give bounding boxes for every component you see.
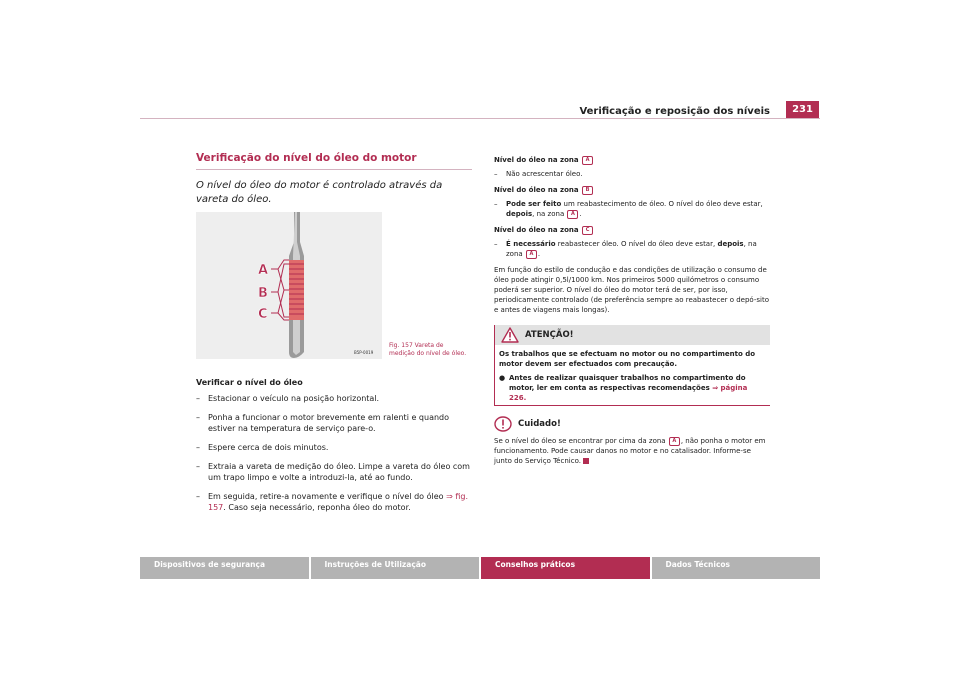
procedure-title: Verificar o nível do óleo — [196, 378, 303, 387]
zone-c-heading: Nível do óleo na zona C — [494, 225, 770, 235]
figure-code: B5P-0019 — [354, 350, 374, 355]
warning-title: ATENÇÃO! — [525, 330, 574, 340]
header-divider — [140, 118, 820, 119]
page-number: 231 — [786, 101, 819, 119]
caution-text: Se o nível do óleo se encontrar por cima da zona A , não ponha o motor em funcionamento. Pode causar danos no motor e no catalisador. Informe-se junto do Serviço Técnico. — [494, 437, 766, 465]
section-heading: Verificação do nível do óleo do motor — [196, 152, 472, 170]
caution-exclamation-icon — [494, 416, 512, 432]
procedure-step: – Espere cerca de dois minutos. — [196, 443, 329, 452]
right-column — [494, 155, 770, 466]
zone-c-text: – É necessário reabastecer óleo. O nível do óleo deve estar, depois, na zona A . — [494, 240, 757, 258]
end-of-section-icon — [583, 458, 589, 464]
warning-bullet: ● Antes de realizar quaisquer trabalhos no compartimento do motor, ler em conta as respectivas recomendações ⇒ página 226. — [499, 374, 748, 402]
zone-a-text: – Não acrescentar óleo. — [494, 170, 583, 178]
header-title: Verificação e reposição dos níveis — [579, 106, 770, 117]
page-link[interactable]: ⇒ página 226. — [509, 384, 748, 402]
caution-header — [494, 416, 770, 432]
zone-b-text: – Pode ser feito um reabastecimento de óleo. O nível do óleo deve estar, depois, na zona A . — [494, 200, 763, 218]
procedure-step: – Estacionar o veículo na posição horizontal. — [196, 394, 380, 403]
zone-label-a: A — [258, 263, 269, 278]
bullet-icon: ● — [499, 374, 506, 382]
zone-a-heading: Nível do óleo na zona A — [494, 155, 770, 165]
footer-nav — [140, 557, 820, 579]
hatched-zone — [289, 260, 304, 320]
procedure — [196, 377, 474, 521]
tab-dados-tecnicos[interactable]: Dados Técnicos — [652, 557, 821, 579]
figure-link[interactable]: ⇒ fig. 157 — [208, 492, 469, 512]
warning-triangle-icon — [501, 327, 519, 343]
procedure-step: – Ponha a funcionar o motor brevemente em ralenti e quando estiver na temperatura de serviço pare-o. — [196, 413, 450, 433]
left-column — [196, 152, 472, 207]
procedure-step: – Extraia a vareta de medição do óleo. Limpe a vareta do óleo com um trapo limpo e volte a introduzi-la, até ao fundo. — [196, 462, 470, 482]
dipstick-illustration — [196, 212, 382, 359]
caution-title: Cuidado! — [518, 419, 561, 429]
warning-box — [494, 325, 770, 406]
figure-caption: Fig. 157 Vareta de medição do nível de óleo. — [389, 342, 467, 357]
section-intro: O nível do óleo do motor é controlado através da vareta do óleo. — [196, 180, 443, 205]
tab-conselhos-praticos[interactable]: Conselhos práticos — [481, 557, 650, 579]
tab-dispositivos-de-seguranca[interactable]: Dispositivos de segurança — [140, 557, 309, 579]
procedure-step: – Em seguida, retire-a novamente e verifique o nível do óleo ⇒ fig. 157. Caso seja necessário, reponha óleo do motor. — [196, 492, 469, 512]
warning-text: Os trabalhos que se efectuam no motor ou no compartimento do motor devem ser efectuados com precaução. — [499, 350, 756, 368]
zone-label-c: C — [258, 307, 268, 322]
zone-label-b: B — [258, 286, 268, 301]
dipstick-figure — [196, 212, 382, 359]
consumption-paragraph: Em função do estilo de condução e das condições de utilização o consumo de óleo pode atingir 0,5l/1000 km. Nos primeiros 5000 quilómetros o consumo poderá ser superior. O nível do óleo do motor terá de ser, por isso, periodicamente controlado (de preferência sempre ao reabastecer o depó-sito e antes de viagens mais longas). — [494, 266, 769, 314]
warning-header — [495, 325, 770, 345]
zone-b-heading: Nível do óleo na zona B — [494, 185, 770, 195]
tab-instrucoes-de-utilizacao[interactable]: Instruções de Utilização — [311, 557, 480, 579]
